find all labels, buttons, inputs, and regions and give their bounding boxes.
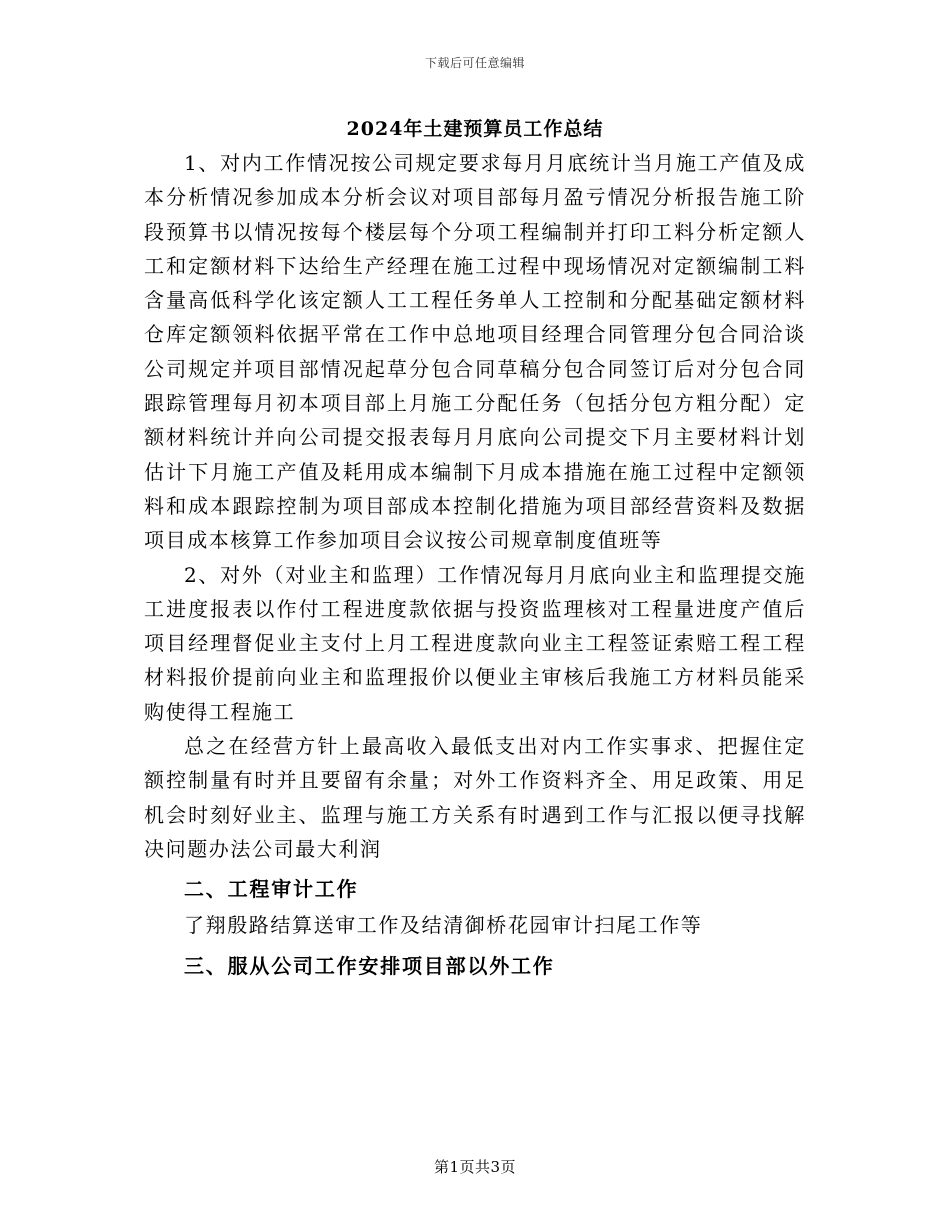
header-note: 下载后可任意编辑	[424, 56, 525, 70]
paragraph-internal-work: 1、对内工作情况按公司规定要求每月月底统计当月施工产值及成本分析情况参加成本分析会议对项目部每月盈亏情况分析报告施工阶段预算书以情况按每个楼层每个分项工程编制并打印工料分析定额人工和定额材料下达给生产经理在施工过程中现场情况对定额编制工料含量高低科学化该定额人工工程任务单人工控制和分配基础定额材料仓库定额领料依据平常在工作中总地项目经理合同管理分包合同洽谈公司规定并项目部情况起草分包合同草稿分包合同签订后对分包合同跟踪管理每月初本项目部上月施工分配任务（包括分包方粗分配）定额材料统计并向公司提交报表每月月底向公司提交下月主要材料计划估计下月施工产值及耗用成本编制下月成本措施在施工过程中定额领料和成本跟踪控制为项目部成本控制化措施为项目部经营资料及数据项目成本核算工作参加项目会议按公司规章制度值班等	[144, 151, 806, 553]
document-body	[144, 112, 806, 985]
section-heading-other-work: 三、服从公司工作安排项目部以外工作	[184, 953, 555, 978]
paragraph-summary: 总之在经营方针上最高收入最低支出对内工作实事求、把握住定额控制量有时并且要留有余量；对外工作资料齐全、用足政策、用足机会时刻好业主、监理与施工方关系有时遇到工作与汇报以便寻找解决问题办法公司最大利润	[144, 734, 806, 861]
document-title: 2024年土建预算员工作总结	[346, 118, 604, 140]
paragraph-audit: 了翔殷路结算送审工作及结清御桥花园审计扫尾工作等	[184, 913, 703, 938]
paragraph-external-work: 2、对外（对业主和监理）工作情况每月月底向业主和监理提交施工进度报表以作付工程进度款依据与投资监理核对工程量进度产值后项目经理督促业主支付上月工程进度款向业主工程签证索赔工程工程材料报价提前向业主和监理报价以便业主审核后我施工方材料员能采购使得工程施工	[144, 562, 806, 724]
page-indicator: 第1页共3页	[433, 1158, 517, 1176]
section-heading-audit: 二、工程审计工作	[184, 877, 359, 902]
